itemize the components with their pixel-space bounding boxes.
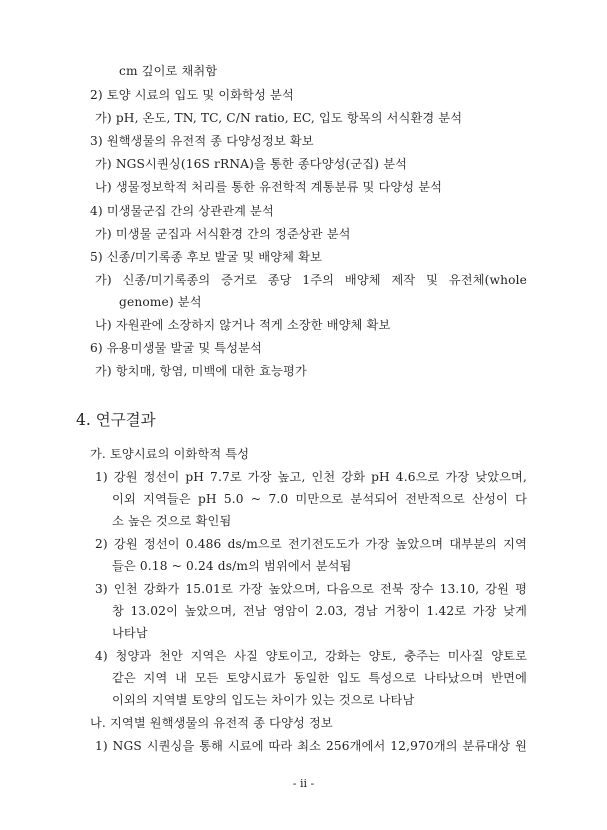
item-5-title: 5) 신종/미기록종 후보 발굴 및 배양체 확보	[90, 250, 322, 264]
a1-line-2: 이외 지역들은 pH 5.0 ~ 7.0 미만으로 분석되어 전반적으로 산성이 다	[112, 492, 527, 506]
a4-line-2: 같은 지역 내 모든 토양시료가 동일한 입도 특성으로 나타났으며 반면에	[112, 671, 527, 685]
a1-line-1: 1) 강원 정선이 pH 7.7로 가장 높고, 인천 강화 pH 4.6으로 가장 낮았으며,	[95, 470, 527, 484]
item-5-a-line-1: 가) 신종/미기록종의 증거로 종당 1주의 배양체 제작 및 유전체(whole	[95, 273, 527, 287]
item-5-b: 나) 자원관에 소장하지 않거나 적게 소장한 배양체 확보	[95, 318, 391, 332]
page-number: - ii -	[292, 777, 315, 790]
section-heading-results: 4. 연구결과	[76, 411, 156, 429]
item-3-a: 가) NGS시퀀싱(16S rRNA)을 통한 종다양성(군집) 분석	[95, 157, 408, 171]
item-6-a: 가) 항치매, 항염, 미백에 대한 효능평가	[95, 364, 307, 378]
item-3-title: 3) 원핵생물의 유전적 종 다양성정보 확보	[90, 134, 314, 148]
section-b-title: 나. 지역별 원핵생물의 유전적 종 다양성 정보	[90, 716, 333, 730]
a4-line-3: 이외의 지역별 토양의 입도는 차이가 있는 것으로 나타남	[112, 693, 415, 707]
a3-line-2: 창 13.02이 높았으며, 전남 영암이 2.03, 경남 거창이 1.42로 가장 낮게	[112, 604, 527, 618]
item-4-a: 가) 미생물 군집과 서식환경 간의 정준상관 분석	[95, 227, 351, 241]
item-2-a: 가) pH, 온도, TN, TC, C/N ratio, EC, 입도 항목의 서식환경 분석	[95, 111, 463, 125]
a4-line-1: 4) 청양과 천안 지역은 사질 양토이고, 강화는 양토, 충주는 미사질 양토로	[95, 649, 527, 663]
text-line-cm-depth: cm 깊이로 채취함	[119, 64, 218, 78]
a1-line-3: 소 높은 것으로 확인됨	[112, 514, 232, 528]
item-2-title: 2) 토양 시료의 입도 및 이화학성 분석	[90, 88, 294, 102]
item-5-a-line-2: genome) 분석	[119, 295, 202, 309]
item-6-title: 6) 유용미생물 발굴 및 특성분석	[90, 341, 262, 355]
a2-line-2: 들은 0.18 ~ 0.24 ds/m의 범위에서 분석됨	[112, 559, 352, 573]
section-a-title: 가. 토양시료의 이화학적 특성	[90, 447, 250, 461]
b1-line-1: 1) NGS 시퀀싱을 통해 시료에 따라 최소 256개에서 12,970개의 분류대상 원	[95, 739, 527, 753]
a3-line-3: 나타남	[112, 626, 148, 640]
item-3-b: 나) 생물정보학적 처리를 통한 유전학적 계통분류 및 다양성 분석	[95, 180, 443, 194]
a3-line-1: 3) 인천 강화가 15.01로 가장 높았으며, 다음으로 전북 장수 13.10, 강원 평	[95, 582, 527, 596]
item-4-title: 4) 미생물군집 간의 상관관계 분석	[90, 204, 274, 218]
a2-line-1: 2) 강원 정선이 0.486 ds/m으로 전기전도도가 가장 높았으며 대부분의 지역	[95, 537, 527, 551]
